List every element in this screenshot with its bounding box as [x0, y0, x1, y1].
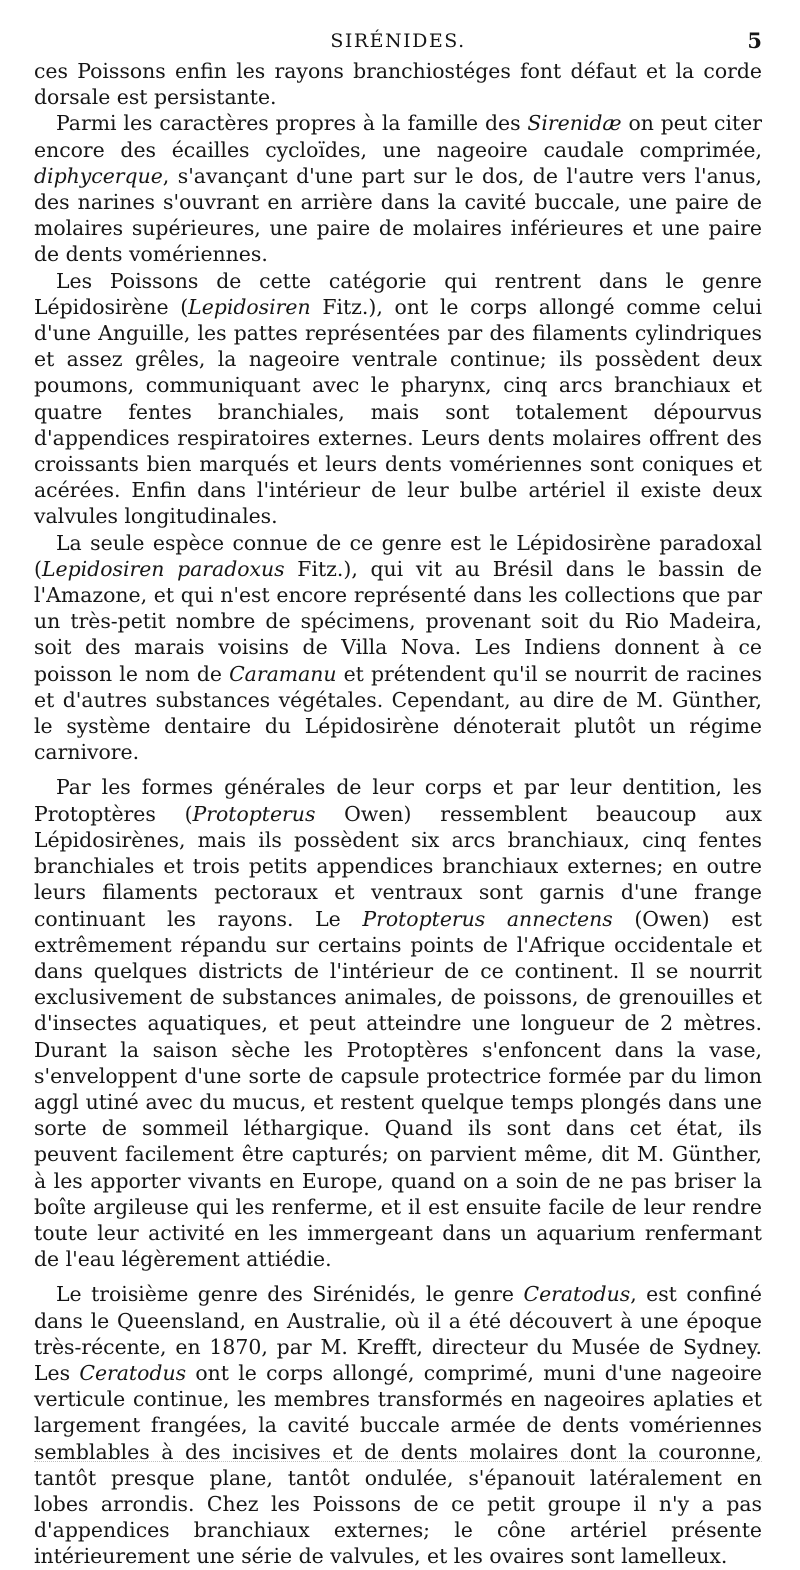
- text-run: Fitz.), ont le corps allongé comme celui d'une Anguille, les pattes représentées par des filaments cylindriques et assez grêles, la nageoire ventrale continue; ils possèdent deux poumons, communiquant avec le pharynx, cinq arcs branchiaux et quatre fentes branchiales, mais sont totalement dépourvus d'appendices respiratoires externes. Leurs dents molaires offrent des croissants bien marqués et leurs dents vomériennes sont coniques et acérées. Enfin dans l'intérieur de leur bulbe artériel il existe deux valvules longitudinales.: [34, 294, 763, 529]
- text-run: Par les formes générales de leur corps et par leur dentition, les Protoptères (: [34, 775, 762, 826]
- italic-term: Protopterus annectens: [362, 906, 613, 931]
- paragraph-family-characters: [34, 110, 762, 267]
- text-run: , est confiné dans le Queensland, en Australie, où il a été découvert à une époque très-récente, en 1870, par M. Krefft, directeur du Musée de Sydney. Les: [34, 1282, 762, 1385]
- paragraph-ceratodus: [34, 1281, 762, 1569]
- italic-term: Caramanu: [229, 661, 337, 686]
- running-title: SIRÉNIDES.: [330, 30, 466, 52]
- text-run: Owen) ressemblent beaucoup aux Lépidosirènes, mais ils possèdent six arcs branchiaux, cinq fentes branchiales et trois petits appendices branchiaux externes; en outre leurs filaments pectoraux et ventraux sont garnis d'une frange continuant les rayons. Le: [34, 801, 762, 931]
- text-run: La seule espèce connue de ce genre est le Lépidosirène paradoxal (: [34, 530, 762, 581]
- paragraph-lepidosiren-paradoxus: [34, 530, 762, 766]
- text-run: Fitz.), qui vit au Brésil dans le bassin de l'Amazone, et qui n'est encore représenté dans les collections que par un très-petit nombre de spécimens, provenant soit du Rio Madeira, soit des marais voisins de Villa Nova. Les Indiens donnent à ce poisson le nom de: [34, 556, 763, 686]
- paragraph-continuation: [34, 58, 762, 110]
- text-run: , s'avançant d'une part sur le dos, de l'autre vers l'anus, des narines s'ouvrant en arrière dans la cavité buccale, une paire de molaires supérieures, une paire de molaires inférieures et une paire de dents vomériennes.: [34, 163, 762, 267]
- paragraph-protopterus: [34, 774, 762, 1272]
- text-run: ces Poissons enfin les rayons branchiostéges font défaut et la corde dorsale est persistante.: [34, 59, 762, 110]
- text-run: Les Poissons de cette catégorie qui rentrent dans le genre Lépidosirène (: [34, 268, 762, 319]
- italic-term: Lepidosiren: [188, 294, 311, 319]
- paragraph-lepidosiren-genus: [34, 268, 762, 530]
- page: [34, 28, 762, 1570]
- body-text: [34, 58, 762, 1570]
- text-run: (Owen) est extrêmement répandu sur certains points de l'Afrique occidentale et dans quelques districts de l'intérieur de ce continent. Il se nourrit exclusivement de substances animales, de poissons, de grenouilles et d'insectes aquatiques, et peut atteindre une longueur de 2 mètres. Durant la saison sèche les Protoptères s'enfoncent dans la vase, s'enveloppent d'une sorte de capsule protectrice formée par du limon aggl utiné avec du mucus, et restent quelque temps plongés dans une sorte de sommeil léthargique. Quand ils sont dans cet état, ils peuvent facilement être capturés; on parvient même, dit M. Günther, à les apporter vivants en Europe, quand on a soin de ne pas briser la boîte argileuse qui les renferme, et il est ensuite facile de leur rendre toute leur activité en les immergeant dans un aquarium renfermant de l'eau légèrement attiédie.: [34, 906, 762, 1272]
- text-run: Le troisième genre des Sirénidés, le genre: [56, 1282, 524, 1307]
- running-head: [34, 28, 762, 58]
- text-run: ont le corps allongé, comprimé, muni d'une nageoire verticule continue, les membres transformés en nageoires aplaties et largement frangées, la cavité buccale armée de dents vomériennes semblables à des incisives et de dents molaires dont la couronne, tantôt presque plane, tantôt ondulée, s'épanouit latéralement en lobes arrondis. Chez les Poissons de ce petit groupe il n'y a pas d'appendices branchiaux externes; le cône artériel présente intérieurement une série de valvules, et les ovaires sont lamelleux.: [34, 1360, 762, 1569]
- italic-term: Ceratodus: [79, 1360, 187, 1385]
- page-number: 5: [747, 28, 762, 53]
- footer-rule: [34, 1461, 762, 1462]
- italic-term: Sirenidæ: [527, 111, 622, 136]
- text-run: on peut citer encore des écailles cycloïdes, une nageoire caudale comprimée,: [34, 111, 762, 162]
- italic-term: Lepidosiren paradoxus: [41, 556, 285, 581]
- text-run: et prétendent qu'il se nourrit de racines et d'autres substances végétales. Cependant, au dire de M. Günther, le système dentaire du Lépidosirène dénoterait plutôt un régime carnivore.: [34, 661, 762, 765]
- italic-term: Protopterus: [192, 801, 316, 826]
- text-run: Parmi les caractères propres à la famille des: [56, 111, 528, 136]
- italic-term: Ceratodus: [523, 1282, 631, 1307]
- italic-term: diphycerque: [34, 163, 163, 188]
